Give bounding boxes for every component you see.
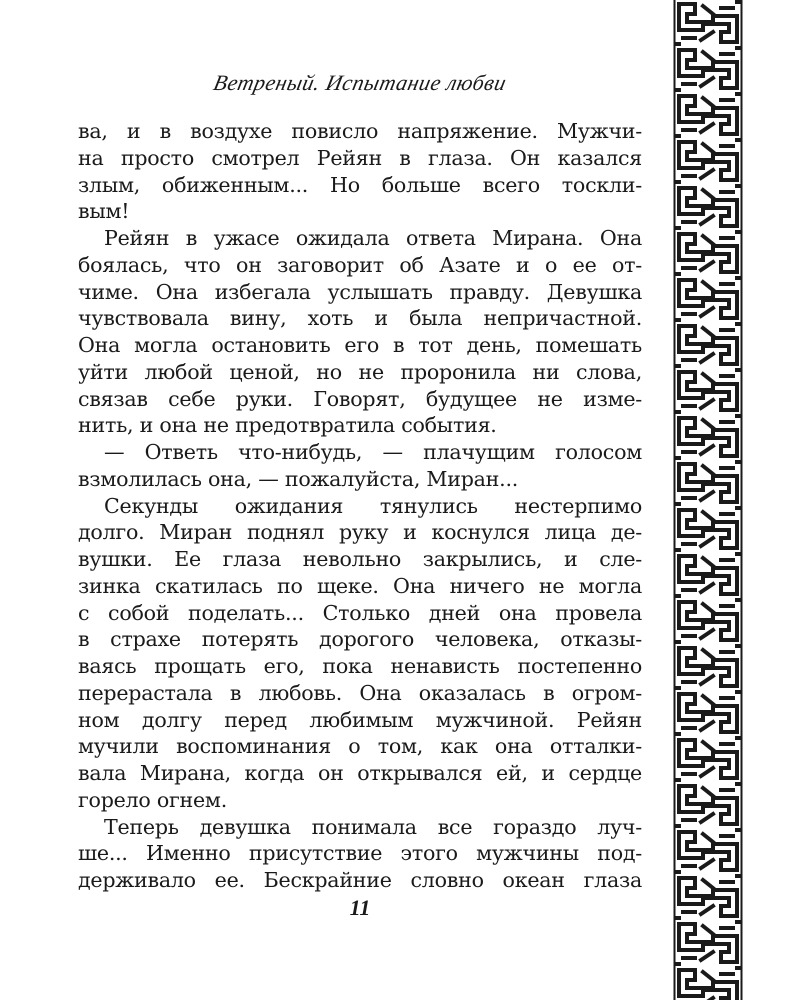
text-line: вым! bbox=[78, 199, 130, 224]
text-line: чувствовала вину, хоть и была непричастной. bbox=[78, 306, 642, 331]
text-line: злым, обиженным... Но больше всего тоскли- bbox=[78, 172, 642, 197]
ornamental-border-icon bbox=[673, 0, 743, 1000]
text-line: ше... Именно присутствие этого мужчины под- bbox=[78, 841, 642, 866]
text-line: уйти любой ценой, но не проронила ни слова, bbox=[78, 359, 642, 384]
text-line: чиме. Она избегала услышать правду. Девушка bbox=[78, 279, 642, 304]
text-line: ном долгу перед любимым мужчиной. Рейян bbox=[78, 707, 642, 732]
text-line: Теперь девушка понимала все гораздо луч- bbox=[104, 814, 642, 839]
text-line: перерастала в любовь. Она оказалась в огром- bbox=[78, 680, 642, 705]
text-line: долго. Миран поднял руку и коснулся лица де- bbox=[78, 520, 642, 545]
text-line: вала Мирана, когда он открывался ей, и сердце bbox=[78, 761, 642, 785]
paragraph bbox=[78, 814, 642, 894]
text-line: в страхе потерять дорогого человека, отказы- bbox=[78, 627, 642, 652]
text-line: зинка скатилась по щеке. Она ничего не могла bbox=[78, 573, 642, 598]
text-line: боялась, что он заговорит об Азате и о ее от- bbox=[78, 252, 642, 277]
text-line: Секунды ожидания тянулись нестерпимо bbox=[104, 493, 642, 518]
text-line: нить, и она не предотвратила события. bbox=[78, 413, 497, 438]
text-line: мучили воспоминания о том, как она отталки- bbox=[78, 734, 642, 759]
text-line: горело огнем. bbox=[78, 787, 228, 812]
paragraph bbox=[78, 439, 642, 493]
body-text bbox=[78, 118, 642, 894]
paragraph bbox=[78, 118, 642, 225]
text-line: держивало ее. Бескрайние словно океан глаза bbox=[78, 868, 642, 892]
text-line: ва, и в воздухе повисло напряжение. Мужчи- bbox=[78, 119, 642, 143]
paragraph bbox=[78, 225, 642, 439]
text-line: вушки. Ее глаза невольно закрылись, и сле- bbox=[78, 547, 642, 571]
text-line: на просто смотрел Рейян в глаза. Он казался bbox=[78, 145, 642, 170]
text-line: Рейян в ужасе ожидала ответа Мирана. Она bbox=[104, 226, 642, 250]
text-line: — Ответь что-нибудь, — плачущим голосом bbox=[104, 440, 642, 464]
text-line: с собой поделать... Столько дней она провела bbox=[78, 600, 642, 625]
text-line: Она могла остановить его в тот день, помешать bbox=[78, 333, 642, 357]
text-line: ваясь прощать его, пока ненависть постепенно bbox=[78, 654, 642, 678]
text-line: взмолилась она, — пожалуйста, Миран... bbox=[78, 466, 519, 491]
text-line: связав себе руки. Говорят, будущее не изме- bbox=[78, 386, 642, 411]
running-header: Ветреный. Испытание любви bbox=[211, 70, 509, 95]
page-number: 11 bbox=[349, 895, 371, 920]
paragraph bbox=[78, 493, 642, 814]
